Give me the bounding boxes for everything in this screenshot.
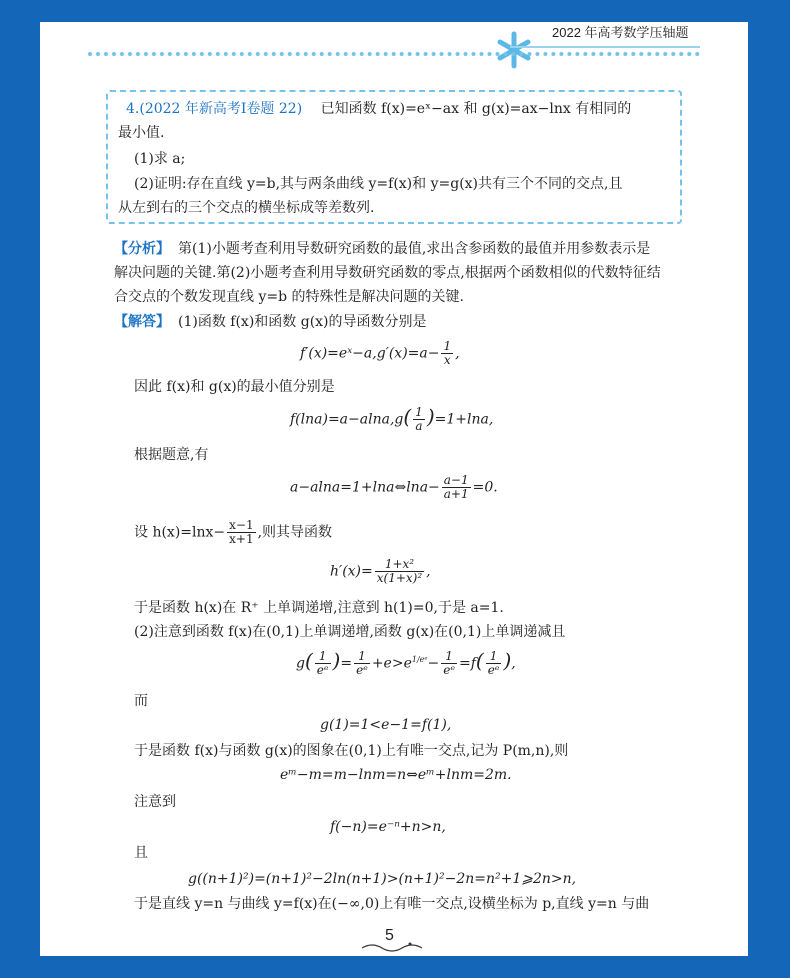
- eq5-den4: eᵉ: [487, 663, 500, 677]
- solution-line-6: (2)注意到函数 f(x)在(0,1)上单调递增,函数 g(x)在(0,1)上单调递减且: [134, 624, 566, 640]
- eq5-num4: 1: [486, 650, 502, 664]
- solution-line-10: 且: [134, 845, 148, 861]
- eq5-mid: +e>e: [371, 655, 412, 672]
- solution-text-1: (1)函数 f(x)和函数 g(x)的导函数分别是: [178, 314, 427, 330]
- equation-f-minus-n: f(−n)=e⁻ⁿ+n>n,: [330, 819, 446, 835]
- l4-fraction: [227, 519, 255, 546]
- eq3-right: =0.: [472, 479, 498, 496]
- solution-line-3: 根据题意,有: [134, 447, 209, 463]
- solution-label: 【解答】: [114, 314, 170, 330]
- solution-line-9: 注意到: [134, 794, 176, 810]
- eq4-left: h′(x)=: [330, 563, 373, 580]
- eq5-fraction-1: [315, 650, 331, 677]
- solution-line-7: 而: [134, 693, 148, 709]
- header-dotted-rule: [88, 52, 700, 56]
- eq5-num1: 1: [315, 650, 331, 664]
- eq4-right: ,: [426, 563, 431, 580]
- eq1-left: f′(x)=eˣ−a,g′(x)=a−: [300, 345, 440, 362]
- eq5-den1: eᵉ: [316, 663, 329, 677]
- eq5-g: g: [296, 655, 305, 672]
- equation-condition: [290, 474, 498, 501]
- eq4-fraction: [375, 558, 424, 585]
- eq2-num: 1: [415, 405, 423, 419]
- eq1-fraction: [441, 340, 453, 367]
- eq5-fraction-3: [441, 650, 457, 677]
- problem-part-2-cont: 从左到右的三个交点的横坐标成等差数列.: [118, 200, 375, 216]
- eq3-fraction: [442, 474, 471, 501]
- solution-line-5: 于是函数 h(x)在 R⁺ 上单调递增,注意到 h(1)=0,于是 a=1.: [134, 600, 504, 616]
- page-number-wave-icon: [360, 940, 430, 954]
- l4-left: 设 h(x)=lnx−: [134, 524, 226, 541]
- asterisk-decoration-icon: [494, 30, 534, 70]
- problem-stem: 已知函数 f(x)=eˣ−ax 和 g(x)=ax−lnx 有相同的: [320, 101, 632, 117]
- header-solid-rule: [510, 46, 700, 48]
- problem-line-1: [126, 100, 631, 118]
- eq5-end: ,: [511, 655, 516, 672]
- eq1-den: x: [443, 353, 451, 367]
- page-number: 5: [385, 927, 394, 944]
- solution-line-1: [114, 313, 427, 331]
- eq1-right: ,: [455, 345, 460, 362]
- eq5-fraction-2: [354, 650, 370, 677]
- eq2-left: f(lna)=a−alna,g: [290, 411, 404, 428]
- l4-den: x+1: [229, 532, 254, 546]
- eq3-den: a+1: [443, 487, 469, 501]
- running-header-title: 2022 年高考数学压轴题: [552, 25, 689, 40]
- eq5-den2: eᵉ: [356, 663, 368, 677]
- eq5-f: =f: [458, 655, 476, 672]
- eq5-num3: 1: [441, 650, 457, 664]
- equation-g-n-plus-1: g((n+1)²)=(n+1)²−2ln(n+1)>(n+1)²−2n=n²+1⩾2n>n,: [188, 871, 577, 887]
- eq2-fraction: [413, 406, 425, 433]
- analysis-label: 【分析】: [114, 241, 170, 257]
- equation-minimums: f(lna)=a−alna,g( $\frac{1}{a}$ )=1+lna,: [290, 404, 494, 433]
- equation-g1: g(1)=1<e−1=f(1),: [320, 717, 452, 733]
- eq4-num: 1+x²: [375, 558, 424, 572]
- solution-line-8: 于是函数 f(x)与函数 g(x)的图象在(0,1)上有唯一交点,记为 P(m,n),则: [134, 743, 569, 759]
- solution-line-2: 因此 f(x)和 g(x)的最小值分别是: [134, 379, 335, 395]
- eq4-den: x(1+x)²: [376, 571, 423, 585]
- eq5-sup: 1/eᵉ: [411, 654, 428, 664]
- eq5-minus: −: [427, 655, 440, 672]
- equation-g-compare: g( $\frac{1}{\text{eᵉ}}$ )= $\frac{1}{\text{eᵉ}}$ $+e>e^{1/eᵉ}-$ $\frac{1}{\text{eᵉ}}$ =f( $\frac{1}{\text{eᵉ}}$ ),: [296, 648, 516, 677]
- solution-line-4: [134, 519, 332, 546]
- l4-right: ,则其导函数: [257, 524, 333, 541]
- analysis-line-1: [114, 240, 650, 258]
- problem-part-1: (1)求 a;: [134, 151, 186, 167]
- problem-stem-cont: 最小值.: [118, 125, 165, 141]
- equation-h-derivative: [330, 558, 431, 585]
- eq5-fraction-4: [486, 650, 502, 677]
- analysis-text-1: 第(1)小题考查利用导数研究函数的最值,求出含参函数的最值并用参数表示是: [178, 241, 651, 257]
- analysis-line-2: 解决问题的关键.第(2)小题考查利用导数研究函数的零点,根据两个函数相似的代数特征结: [114, 265, 661, 281]
- eq2-den: a: [415, 419, 423, 433]
- eq3-num: a−1: [443, 473, 469, 487]
- eq5-eq: =: [340, 655, 353, 672]
- eq3-left: a−alna=1+lna⇔lna−: [290, 479, 440, 496]
- solution-line-11: 于是直线 y=n 与曲线 y=f(x)在(−∞,0)上有唯一交点,设横坐标为 p,直线 y=n 与曲: [134, 896, 650, 912]
- eq5-num2: 1: [354, 650, 370, 664]
- equation-m-n: eᵐ−m=m−lnm=n⇔eᵐ+lnm=2m.: [280, 767, 512, 783]
- equation-derivatives: [300, 340, 460, 367]
- eq1-num: 1: [443, 339, 452, 353]
- analysis-line-3: 合交点的个数发现直线 y=b 的特殊性是解决问题的关键.: [114, 289, 464, 305]
- problem-source: (2022 年新高考Ⅰ卷题 22): [139, 101, 303, 117]
- eq5-den3: eᵉ: [443, 663, 455, 677]
- problem-part-2: (2)证明:存在直线 y=b,其与两条曲线 y=f(x)和 y=g(x)共有三个不同的交点,且: [134, 176, 623, 192]
- problem-number: 4.: [126, 101, 140, 117]
- l4-num: x−1: [229, 518, 254, 532]
- eq2-right: =1+lna,: [434, 411, 494, 428]
